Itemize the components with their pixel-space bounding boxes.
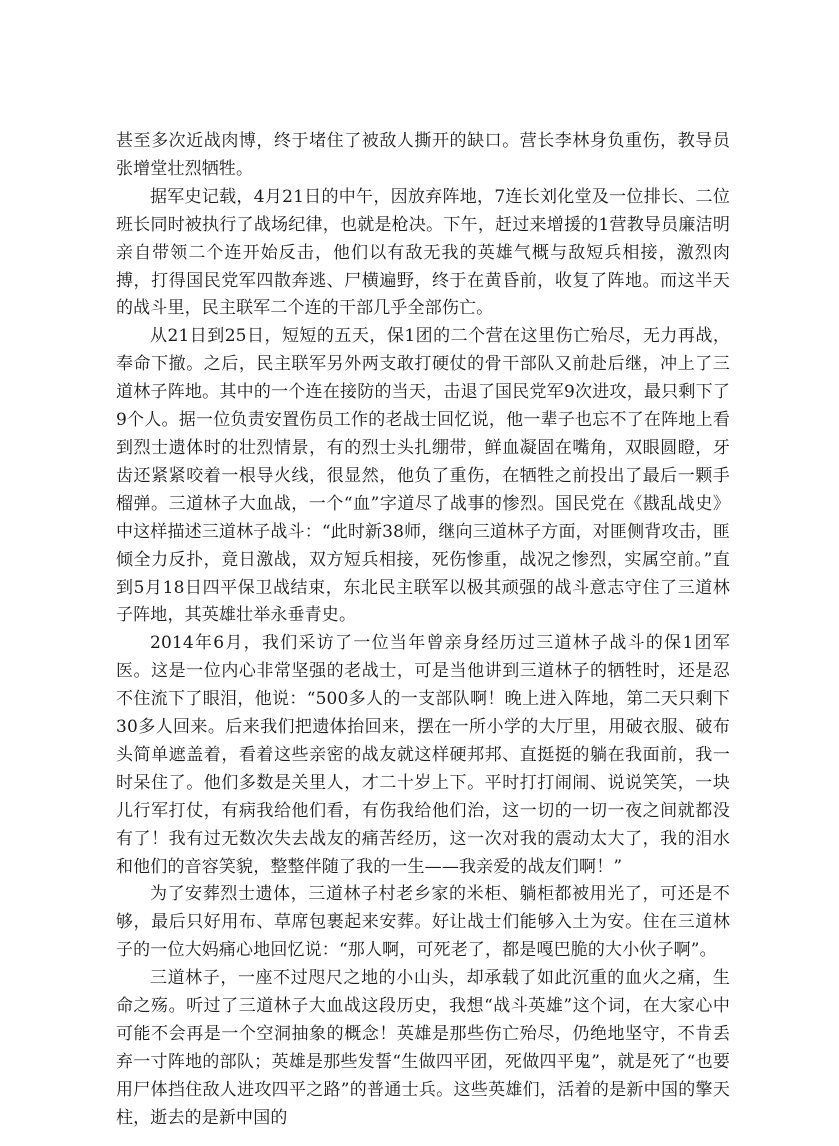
body-text (116, 128, 730, 1133)
paragraph-6: 三道林子，一座不过咫尺之地的小山头，却承载了如此沉重的血火之痛，生命之殇。听过了三道林子大血战这段历史，我想“战斗英雄”这个词，在大家心中可能不会再是一个空洞抽象的概念！英雄是那些伤亡殆尽，仍绝地坚守，不肯丢弃一寸阵地的部队；英雄是那些发誓“生做四平团，死做四平鬼”，就是死了“也要用尸体挡住敌人进攻四平之路”的普通士兵。这些英雄们，活着的是新中国的擎天柱，逝去的是新中国的 (116, 968, 730, 1128)
paragraph-5: 为了安葬烈士遗体，三道林子村老乡家的米柜、躺柜都被用光了，可还是不够，最后只好用布、草席包裹起来安葬。好让战士们能够入土为安。住在三道林子的一位大妈痛心地回忆说：“那人啊，可死老了，都是嘎巴脆的大小伙子啊”。 (116, 884, 730, 961)
paragraph-4: 2014年6月，我们采访了一位当年曾亲身经历过三道林子战斗的保1团军医。这是一位内心非常坚强的老战士，可是当他讲到三道林子的牺牲时，还是忍不住流下了眼泪，他说：“500多人的一支部队啊！晚上进入阵地，第二天只剩下30多人回来。后来我们把遗体抬回来，摆在一所小学的大厅里，用破衣服、破布头简单遮盖着，看着这些亲密的战友就这样硬邦邦、直挺挺的躺在我面前，我一时呆住了。他们多数是关里人，才二十岁上下。平时打打闹闹、说说笑笑，一块儿行军打仗，有病我给他们看，有伤我给他们治，这一切的一切一夜之间就都没有了！我有过无数次失去战友的痛苦经历，这一次对我的震动太大了，我的泪水和他们的音容笑貌，整整伴随了我的一生——我亲爱的战友们啊！” (116, 633, 730, 877)
paragraph-1: 甚至多次近战肉博，终于堵住了被敌人撕开的缺口。营长李林身负重伤，教导员张增堂壮烈牺牲。 (116, 131, 730, 179)
paragraph-2: 据军史记载，4月21日的中午，因放弃阵地，7连长刘化堂及一位排长、二位班长同时被执行了战场纪律，也就是枪决。下午，赶过来增援的1营教导员廉洁明亲自带领二个连开始反击，他们以有敌无我的英雄气概与敌短兵相接，激烈肉搏，打得国民党军四散奔逃、尸横遍野，终于在黄昏前，收复了阵地。而这半天的战斗里，民主联军二个连的干部几乎全部伤亡。 (116, 186, 730, 319)
paragraph-3: 从21日到25日，短短的五天，保1团的二个营在这里伤亡殆尽，无力再战，奉命下撤。之后，民主联军另外两支敢打硬仗的骨干部队又前赴后继，冲上了三道林子阵地。其中的一个连在接防的当天，击退了国民党军9次进攻，最只剩下了9个人。据一位负责安置伤员工作的老战士回忆说，他一辈子也忘不了在阵地上看到烈士遗体时的壮烈情景，有的烈士头扎绷带，鲜血凝固在嘴角，双眼圆瞪，牙齿还紧紧咬着一根导火线，很显然，他负了重伤，在牺牲之前投出了最后一颗手榴弹。三道林子大血战，一个“血”字道尽了战事的惨烈。国民党在《戡乱战史》中这样描述三道林子战斗：“此时新38师，继向三道林子方面，对匪侧背攻击，匪倾全力反扑，竟日激战，双方短兵相接，死伤惨重，战况之惨烈，实属空前。”直到5月18日四平保卫战结束，东北民主联军以极其顽强的战斗意志守住了三道林子阵地，其英雄壮举永垂青史。 (116, 326, 730, 626)
